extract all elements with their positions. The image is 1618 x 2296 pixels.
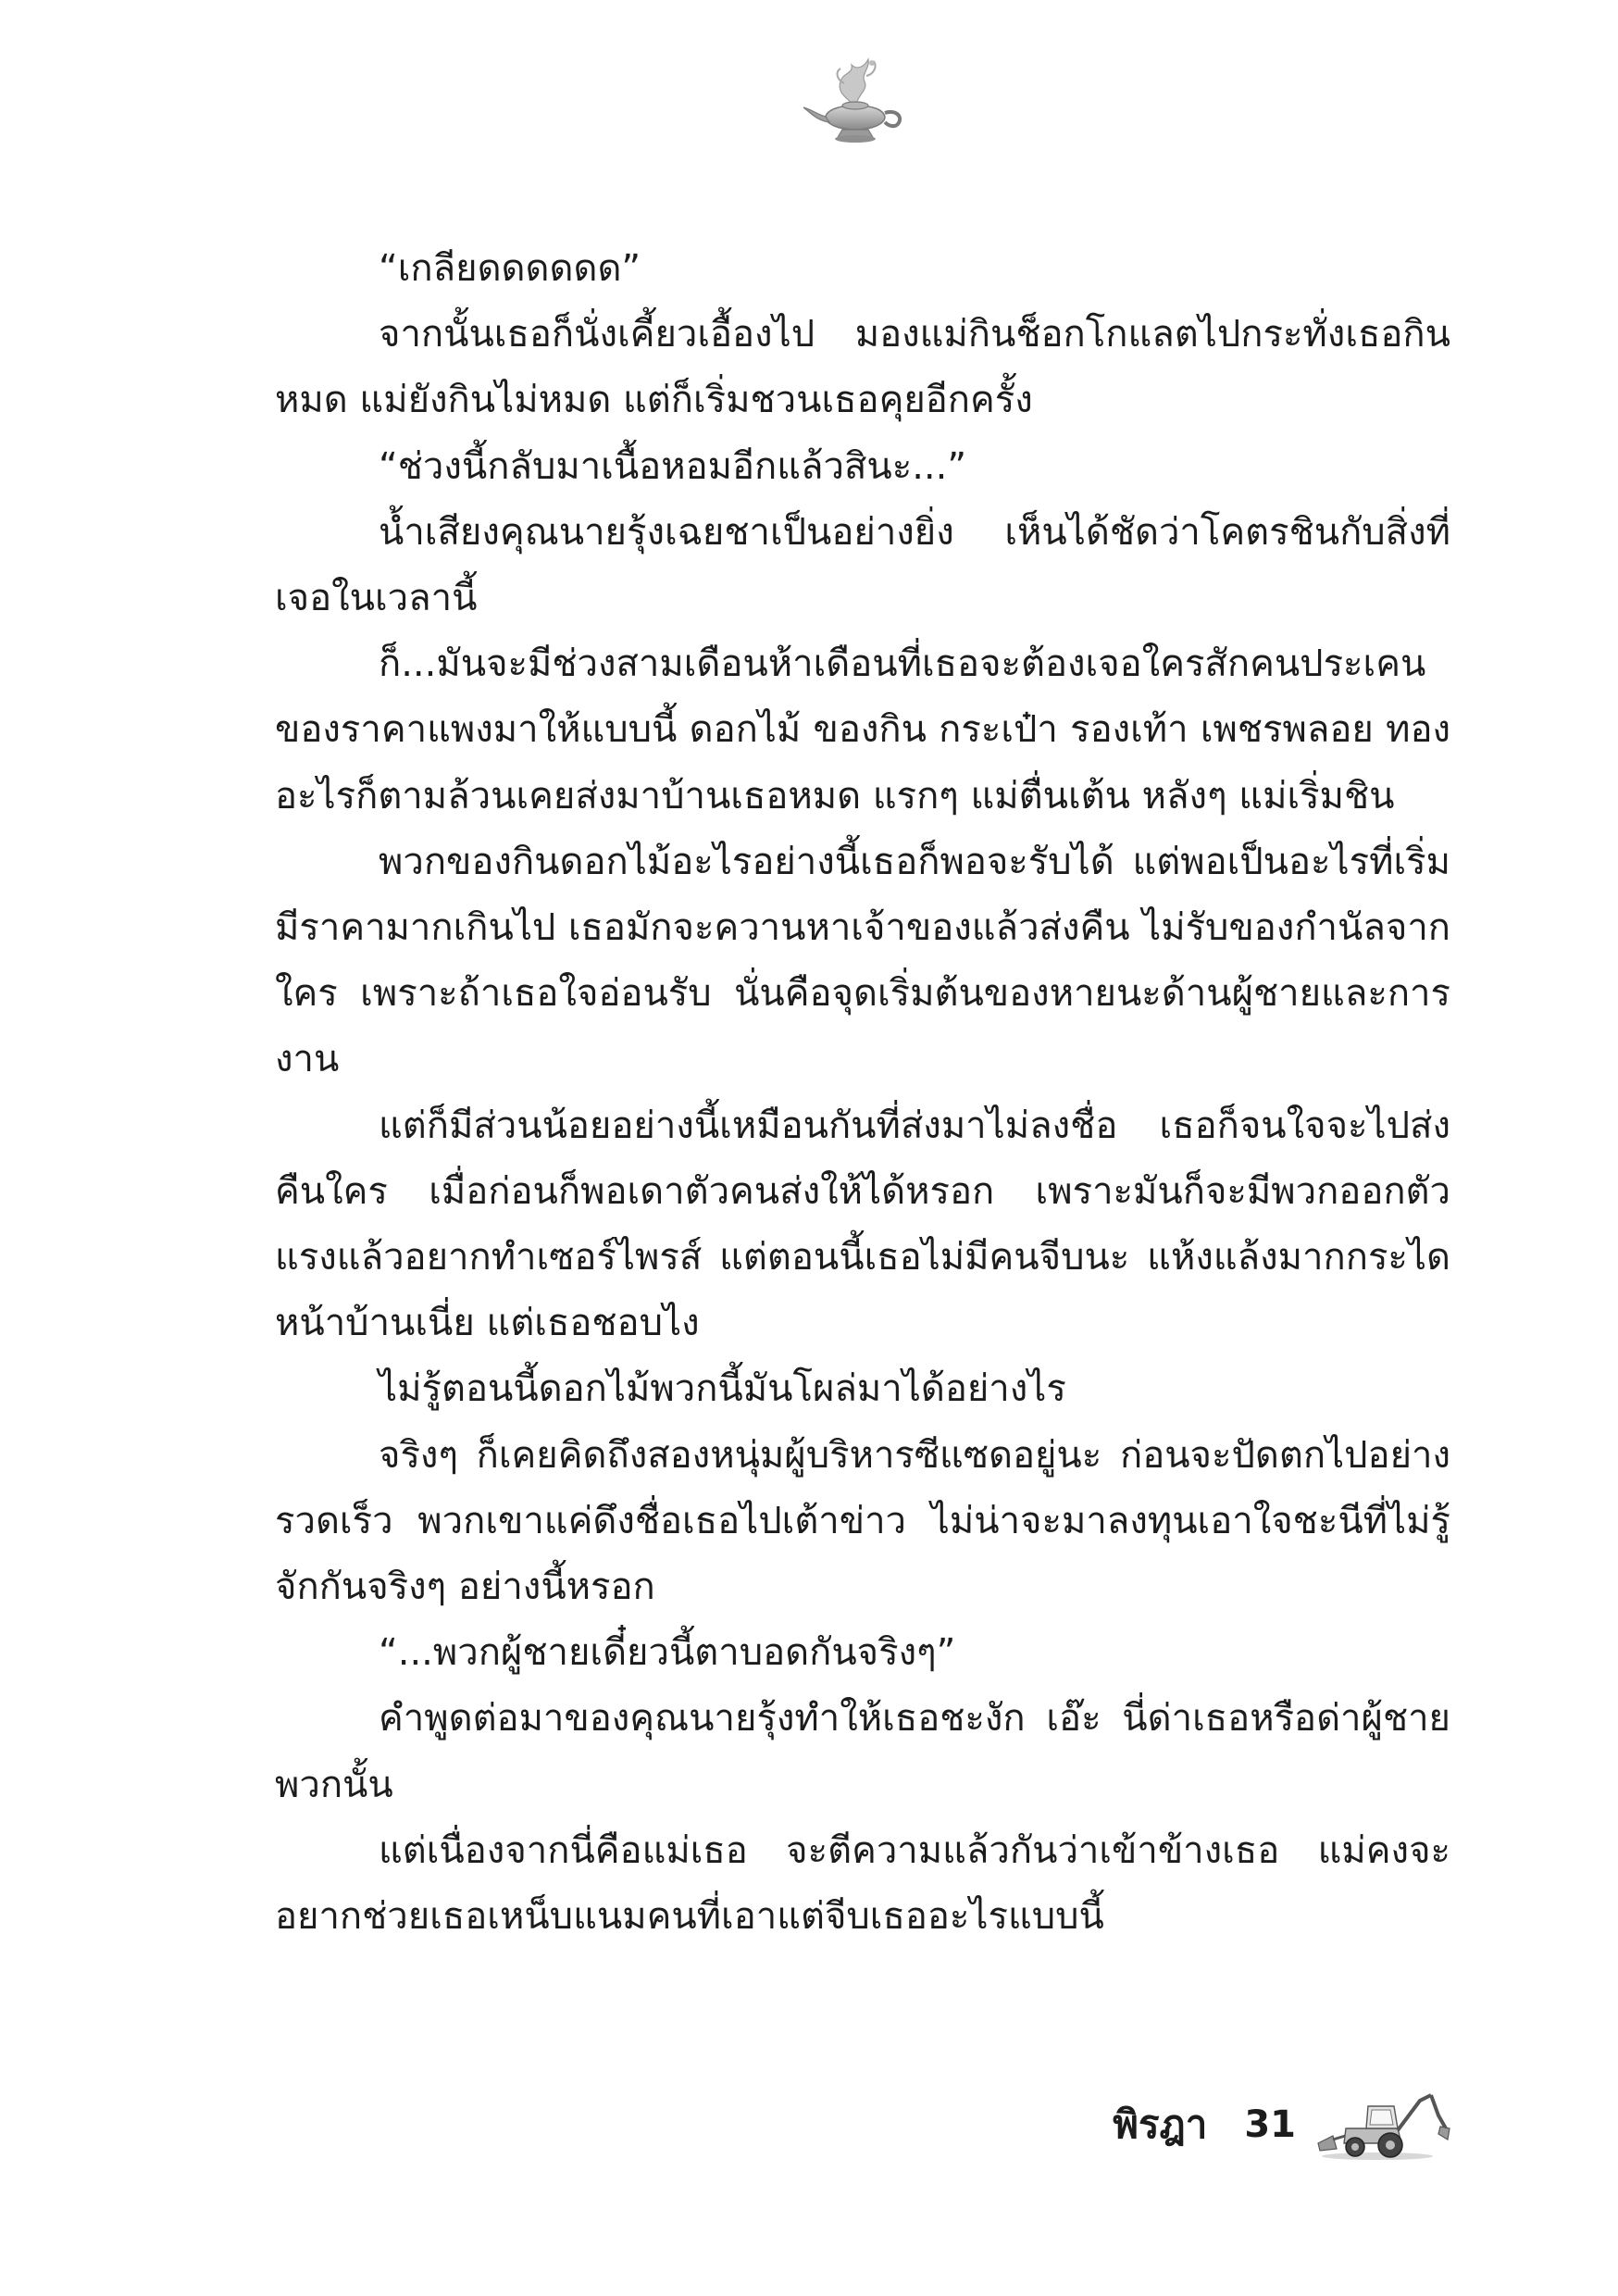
paragraph: น้ำเสียงคุณนายรุ้งเฉยชาเป็นอย่างยิ่ง เห็นได้ชัดว่าโคตรชินกับสิ่งที่เจอในเวลานี้ [275,510,1450,620]
page-number: 31 [1244,2103,1296,2146]
paragraph: “เกลียดดดดดด” [379,247,641,290]
author-name: พิรฎา [1113,2102,1208,2147]
paragraph: แต่เนื่องจากนี่คือแม่เธอ จะตีความแล้วกันว่าเข้าข้างเธอ แม่คงจะอยากช่วยเธอเหน็บแนมคนที่เอาแต่จีบเธออะไรแบบนี้ [275,1828,1450,1939]
paragraph: แต่ก็มีส่วนน้อยอย่างนี้เหมือนกันที่ส่งมาไม่ลงชื่อ เธอก็จนใจจะไปส่งคืนใคร เมื่อก่อนก็พอเดาตัวคนส่งให้ได้หรอก เพราะมันก็จะมีพวกออกตัวแรงแล้วอยากทำเซอร์ไพรส์ แต่ตอนนี้เธอไม่มีคนจีบนะ แห้งแล้งมากกระไดหน้าบ้านเนี่ย แต่เธอชอบไง [275,1104,1450,1345]
paragraph: ก็...มันจะมีช่วงสามเดือนห้าเดือนที่เธอจะต้องเจอใครสักคนประเคนของราคาแพงมาให้แบบนี้ ดอกไม้ ของกิน กระเป๋า รองเท้า เพชรพลอย ทองอะไรก็ตามล้วนเคยส่งมาบ้านเธอหมด แรกๆ แม่ตื่นเต้น หลังๆ แม่เริ่มชิน [275,643,1450,817]
paragraph: ไม่รู้ตอนนี้ดอกไม้พวกนี้มันโผล่มาได้อย่างไร [379,1367,1066,1411]
paragraph: พวกของกินดอกไม้อะไรอย่างนี้เธอก็พอจะรับได้ แต่พอเป็นอะไรที่เริ่มมีราคามากเกินไป เธอมักจะควานหาเจ้าของแล้วส่งคืน ไม่รับของกำนัลจากใคร เพราะถ้าเธอใจอ่อนรับ นั่นคือจุดเริ่มต้นของหายนะด้านผู้ชายและการงาน [275,840,1450,1081]
page-footer [1113,2088,1451,2162]
paragraph: คำพูดต่อมาของคุณนายรุ้งทำให้เธอชะงัก เอ๊ะ นี่ด่าเธอหรือด่าผู้ชายพวกนั้น [275,1697,1450,1806]
genie-lamp-icon [800,56,911,148]
body-text [275,236,1450,1950]
paragraph: จากนั้นเธอก็นั่งเคี้ยวเอื้องไป มองแม่กินช็อกโกแลตไปกระทั่งเธอกินหมด แม่ยังกินไม่หมด แต่ก็เริ่มชวนเธอคุยอีกครั้ง [275,313,1450,422]
backhoe-tractor-icon [1313,2088,1451,2162]
paragraph: “...พวกผู้ชายเดี๋ยวนี้ตาบอดกันจริงๆ” [379,1631,956,1675]
paragraph: “ช่วงนี้กลับมาเนื้อหอมอีกแล้วสินะ...” [379,444,967,488]
paragraph: จริงๆ ก็เคยคิดถึงสองหนุ่มผู้บริหารซีแซดอยู่นะ ก่อนจะปัดตกไปอย่างรวดเร็ว พวกเขาแค่ดึงชื่อเธอไปเต้าข่าว ไม่น่าจะมาลงทุนเอาใจชะนีที่ไม่รู้จักกันจริงๆ อย่างนี้หรอก [275,1433,1450,1609]
